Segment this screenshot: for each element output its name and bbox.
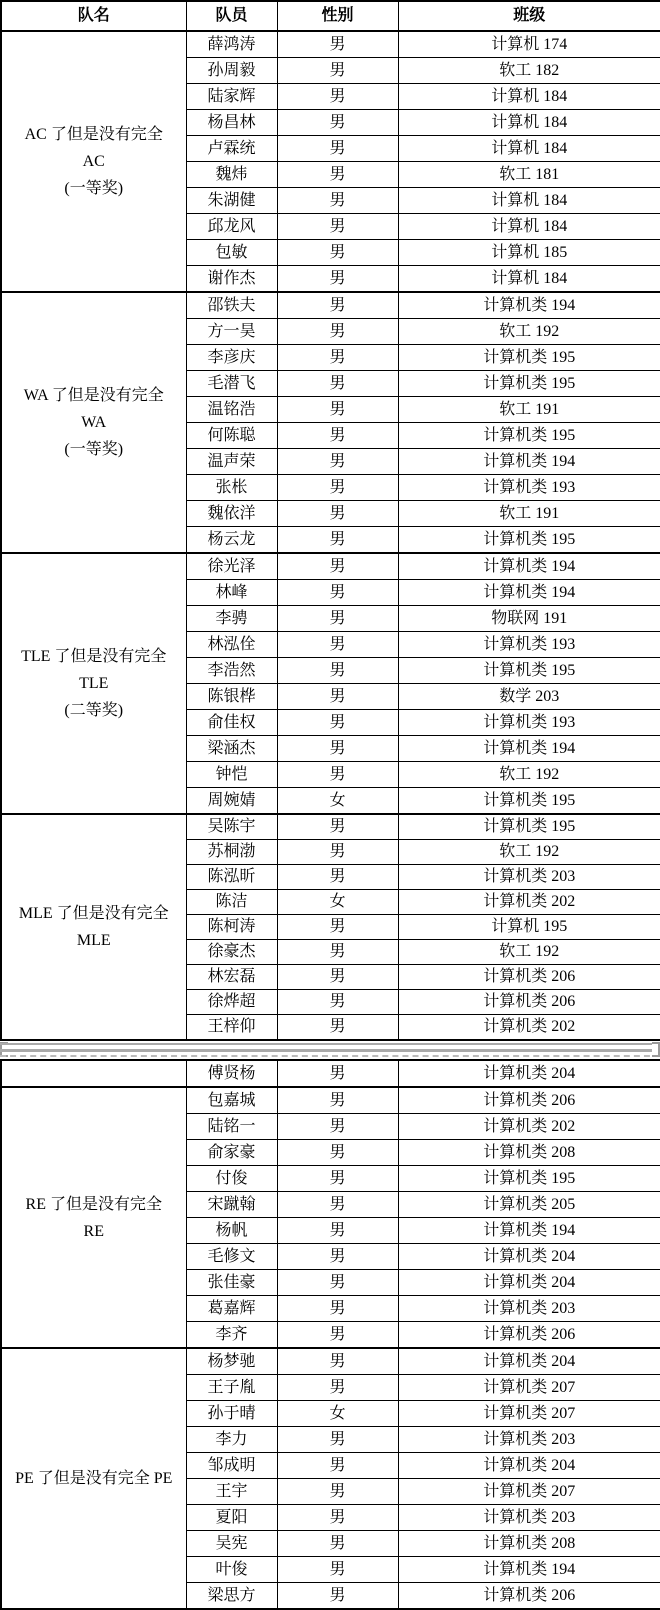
- member-name-cell: 杨梦驰: [186, 1348, 277, 1375]
- team-section: [1, 1060, 660, 1087]
- gender-cell: 男: [277, 1296, 398, 1322]
- class-cell: 物联网 191: [398, 606, 660, 632]
- gender-cell: 男: [277, 1583, 398, 1610]
- gender-cell: 男: [277, 1375, 398, 1401]
- class-cell: 软工 192: [398, 840, 660, 865]
- member-name-cell: 叶俊: [186, 1557, 277, 1583]
- member-name-cell: 傅贤杨: [186, 1060, 277, 1087]
- member-name-cell: 张佳豪: [186, 1270, 277, 1296]
- class-cell: 计算机类 195: [398, 423, 660, 449]
- team-name-line: WA: [81, 414, 107, 431]
- class-cell: 计算机 174: [398, 31, 660, 58]
- member-name-cell: 陈银桦: [186, 684, 277, 710]
- class-cell: 计算机类 194: [398, 1218, 660, 1244]
- gender-cell: 男: [277, 1479, 398, 1505]
- class-cell: 数学 203: [398, 684, 660, 710]
- gender-cell: 男: [277, 1505, 398, 1531]
- gender-cell: 男: [277, 449, 398, 475]
- class-cell: 计算机类 206: [398, 990, 660, 1015]
- team-name-cell: [1, 1060, 186, 1087]
- team-name-line: RE: [83, 1222, 104, 1240]
- member-name-cell: 方一昊: [186, 319, 277, 345]
- class-cell: 计算机 184: [398, 84, 660, 110]
- class-cell: 软工 181: [398, 162, 660, 188]
- member-name-cell: 毛潜飞: [186, 371, 277, 397]
- team-section: [1, 292, 660, 553]
- member-name-cell: 包敏: [186, 240, 277, 266]
- class-cell: 计算机类 204: [398, 1244, 660, 1270]
- class-cell: 计算机类 203: [398, 865, 660, 890]
- class-cell: 计算机 185: [398, 240, 660, 266]
- gender-cell: 男: [277, 1427, 398, 1453]
- class-cell: 计算机类 206: [398, 965, 660, 990]
- member-name-cell: 邱龙风: [186, 214, 277, 240]
- class-cell: 计算机类 204: [398, 1453, 660, 1479]
- member-name-cell: 陈泓昕: [186, 865, 277, 890]
- team-section: [1, 553, 660, 814]
- member-name-cell: 邵铁夫: [186, 292, 277, 319]
- class-cell: 计算机类 207: [398, 1401, 660, 1427]
- gender-cell: 男: [277, 475, 398, 501]
- gender-cell: 男: [277, 1531, 398, 1557]
- gender-cell: 男: [277, 1218, 398, 1244]
- class-cell: 计算机类 194: [398, 1557, 660, 1583]
- gender-cell: 女: [277, 890, 398, 915]
- member-name-cell: 李齐: [186, 1322, 277, 1349]
- gender-cell: 男: [277, 632, 398, 658]
- member-name-cell: 徐烨超: [186, 990, 277, 1015]
- gender-cell: 男: [277, 814, 398, 840]
- team-name-line: MLE: [76, 932, 111, 949]
- gender-cell: 男: [277, 1192, 398, 1218]
- member-name-cell: 周婉婧: [186, 788, 277, 815]
- class-cell: 计算机类 195: [398, 345, 660, 371]
- member-name-cell: 杨昌林: [186, 110, 277, 136]
- table-row: [1, 292, 660, 319]
- member-name-cell: 李骋: [186, 606, 277, 632]
- member-name-cell: 付俊: [186, 1166, 277, 1192]
- gender-cell: 男: [277, 214, 398, 240]
- member-name-cell: 孙于晴: [186, 1401, 277, 1427]
- team-name-line: (二等奖): [64, 702, 124, 719]
- member-name-cell: 宋蹴翰: [186, 1192, 277, 1218]
- class-cell: 计算机类 207: [398, 1375, 660, 1401]
- class-cell: 计算机类 204: [398, 1348, 660, 1375]
- header-cell-class: 班级: [398, 1, 660, 31]
- class-cell: 计算机类 195: [398, 788, 660, 815]
- class-cell: 计算机 184: [398, 188, 660, 214]
- team-section: [1, 1087, 660, 1348]
- gender-cell: 男: [277, 319, 398, 345]
- member-name-cell: 林泓佺: [186, 632, 277, 658]
- member-name-cell: 何陈聪: [186, 423, 277, 449]
- member-name-cell: 苏桐渤: [186, 840, 277, 865]
- gender-cell: 男: [277, 762, 398, 788]
- member-name-cell: 钟恺: [186, 762, 277, 788]
- gender-cell: 男: [277, 1015, 398, 1041]
- team-name-line: TLE: [79, 675, 109, 692]
- member-name-cell: 杨云龙: [186, 527, 277, 554]
- table-row: [1, 1348, 660, 1375]
- class-cell: 计算机类 195: [398, 814, 660, 840]
- gender-cell: 男: [277, 188, 398, 214]
- team-name-line: TLE 了但是没有完全: [21, 648, 167, 665]
- gender-cell: 男: [277, 84, 398, 110]
- gender-cell: 男: [277, 136, 398, 162]
- member-name-cell: 薛鸿涛: [186, 31, 277, 58]
- gender-cell: 女: [277, 1401, 398, 1427]
- class-cell: 计算机类 195: [398, 371, 660, 397]
- gender-cell: 男: [277, 965, 398, 990]
- class-cell: 计算机类 202: [398, 1015, 660, 1041]
- page-break-dashed-line: [0, 1055, 660, 1057]
- gender-cell: 男: [277, 162, 398, 188]
- class-cell: 计算机类 195: [398, 658, 660, 684]
- page-break-solid-line: [0, 1043, 660, 1045]
- class-cell: 计算机类 202: [398, 1114, 660, 1140]
- page-break-marker: [0, 1041, 660, 1059]
- class-cell: 计算机类 203: [398, 1427, 660, 1453]
- table-row: [1, 31, 660, 58]
- class-cell: 计算机类 193: [398, 710, 660, 736]
- member-name-cell: 谢作杰: [186, 266, 277, 293]
- table-row: [1, 553, 660, 580]
- team-name-line: AC: [82, 153, 105, 170]
- gender-cell: 男: [277, 1322, 398, 1349]
- class-cell: 软工 192: [398, 940, 660, 965]
- team-name-cell: [1, 292, 186, 553]
- member-name-cell: 陈洁: [186, 890, 277, 915]
- class-cell: 计算机类 195: [398, 1166, 660, 1192]
- class-cell: 计算机类 194: [398, 736, 660, 762]
- member-name-cell: 夏阳: [186, 1505, 277, 1531]
- gender-cell: 男: [277, 1166, 398, 1192]
- class-cell: 计算机类 204: [398, 1270, 660, 1296]
- page-break-right-handle-icon: [652, 1042, 660, 1057]
- header-cell-gender: 性别: [277, 1, 398, 31]
- member-name-cell: 王梓仰: [186, 1015, 277, 1041]
- member-name-cell: 徐豪杰: [186, 940, 277, 965]
- class-cell: 软工 191: [398, 501, 660, 527]
- table-row: [1, 1060, 660, 1087]
- class-cell: 计算机类 194: [398, 580, 660, 606]
- gender-cell: 男: [277, 990, 398, 1015]
- class-cell: 软工 182: [398, 58, 660, 84]
- team-name-cell: [1, 31, 186, 292]
- class-cell: 计算机类 208: [398, 1140, 660, 1166]
- member-name-cell: 梁涵杰: [186, 736, 277, 762]
- gender-cell: 男: [277, 1140, 398, 1166]
- class-cell: 软工 192: [398, 762, 660, 788]
- class-cell: 计算机 184: [398, 110, 660, 136]
- gender-cell: 男: [277, 606, 398, 632]
- team-section: [1, 814, 660, 1040]
- team-name-line: RE 了但是没有完全: [25, 1195, 162, 1213]
- team-section: [1, 31, 660, 292]
- table-row: [1, 814, 660, 840]
- team-name-line: AC 了但是没有完全: [24, 126, 163, 143]
- gender-cell: 男: [277, 684, 398, 710]
- member-name-cell: 王宇: [186, 1479, 277, 1505]
- gender-cell: 男: [277, 1114, 398, 1140]
- gender-cell: 男: [277, 865, 398, 890]
- member-name-cell: 魏依洋: [186, 501, 277, 527]
- gender-cell: 男: [277, 371, 398, 397]
- class-cell: 计算机 184: [398, 214, 660, 240]
- team-name-cell: [1, 814, 186, 1040]
- gender-cell: 男: [277, 915, 398, 940]
- class-cell: 计算机类 194: [398, 553, 660, 580]
- class-cell: 计算机类 208: [398, 1531, 660, 1557]
- member-name-cell: 葛嘉辉: [186, 1296, 277, 1322]
- gender-cell: 男: [277, 1270, 398, 1296]
- gender-cell: 男: [277, 658, 398, 684]
- member-name-cell: 陆铭一: [186, 1114, 277, 1140]
- class-cell: 计算机 184: [398, 136, 660, 162]
- team-name-cell: [1, 1348, 186, 1609]
- member-name-cell: 杨帆: [186, 1218, 277, 1244]
- class-cell: 计算机类 203: [398, 1296, 660, 1322]
- gender-cell: 男: [277, 1060, 398, 1087]
- member-name-cell: 毛修文: [186, 1244, 277, 1270]
- gender-cell: 男: [277, 345, 398, 371]
- gender-cell: 男: [277, 1244, 398, 1270]
- member-name-cell: 魏炜: [186, 162, 277, 188]
- team-name-line: PE 了但是没有完全 PE: [15, 1470, 173, 1487]
- gender-cell: 男: [277, 840, 398, 865]
- gender-cell: 男: [277, 1557, 398, 1583]
- member-name-cell: 温声荣: [186, 449, 277, 475]
- member-name-cell: 包嘉城: [186, 1087, 277, 1114]
- gender-cell: 男: [277, 553, 398, 580]
- member-name-cell: 李彦庆: [186, 345, 277, 371]
- gender-cell: 男: [277, 110, 398, 136]
- member-name-cell: 吴宪: [186, 1531, 277, 1557]
- class-cell: 计算机类 205: [398, 1192, 660, 1218]
- team-name-line: (一等奖): [64, 441, 124, 458]
- gender-cell: 男: [277, 292, 398, 319]
- class-cell: 计算机类 207: [398, 1479, 660, 1505]
- class-cell: 计算机类 204: [398, 1060, 660, 1087]
- gender-cell: 男: [277, 580, 398, 606]
- gender-cell: 男: [277, 240, 398, 266]
- header-cell-member: 队员: [186, 1, 277, 31]
- gender-cell: 男: [277, 397, 398, 423]
- header-cell-team-name: 队名: [1, 1, 186, 31]
- team-name-line: MLE 了但是没有完全: [18, 905, 169, 922]
- gender-cell: 男: [277, 266, 398, 293]
- member-name-cell: 林宏磊: [186, 965, 277, 990]
- member-name-cell: 孙周毅: [186, 58, 277, 84]
- class-cell: 计算机类 202: [398, 890, 660, 915]
- gender-cell: 男: [277, 940, 398, 965]
- class-cell: 计算机类 206: [398, 1322, 660, 1349]
- gender-cell: 男: [277, 1348, 398, 1375]
- member-name-cell: 林峰: [186, 580, 277, 606]
- member-name-cell: 俞佳权: [186, 710, 277, 736]
- team-name-line: WA 了但是没有完全: [23, 387, 164, 404]
- class-cell: 计算机类 193: [398, 632, 660, 658]
- class-cell: 软工 191: [398, 397, 660, 423]
- gender-cell: 男: [277, 736, 398, 762]
- gender-cell: 男: [277, 501, 398, 527]
- member-name-cell: 徐光泽: [186, 553, 277, 580]
- table-row: [1, 1087, 660, 1114]
- member-name-cell: 朱湖健: [186, 188, 277, 214]
- class-cell: 计算机 184: [398, 266, 660, 293]
- class-cell: 计算机类 193: [398, 475, 660, 501]
- member-name-cell: 李力: [186, 1427, 277, 1453]
- member-name-cell: 俞家豪: [186, 1140, 277, 1166]
- member-name-cell: 张枨: [186, 475, 277, 501]
- class-cell: 计算机类 203: [398, 1505, 660, 1531]
- member-name-cell: 陆家辉: [186, 84, 277, 110]
- member-name-cell: 陈柯涛: [186, 915, 277, 940]
- team-roster-table-page-2: [0, 1059, 660, 1610]
- gender-cell: 女: [277, 788, 398, 815]
- page-break-thick-line: [0, 1049, 660, 1052]
- member-name-cell: 吴陈宇: [186, 814, 277, 840]
- class-cell: 计算机 195: [398, 915, 660, 940]
- gender-cell: 男: [277, 423, 398, 449]
- gender-cell: 男: [277, 1453, 398, 1479]
- class-cell: 计算机类 206: [398, 1087, 660, 1114]
- gender-cell: 男: [277, 31, 398, 58]
- member-name-cell: 李浩然: [186, 658, 277, 684]
- class-cell: 软工 192: [398, 319, 660, 345]
- member-name-cell: 温铭浩: [186, 397, 277, 423]
- gender-cell: 男: [277, 527, 398, 554]
- gender-cell: 男: [277, 58, 398, 84]
- team-name-cell: [1, 1087, 186, 1348]
- team-name-line: (一等奖): [64, 180, 124, 197]
- gender-cell: 男: [277, 710, 398, 736]
- member-name-cell: 王子胤: [186, 1375, 277, 1401]
- member-name-cell: 卢霖统: [186, 136, 277, 162]
- class-cell: 计算机类 206: [398, 1583, 660, 1610]
- gender-cell: 男: [277, 1087, 398, 1114]
- class-cell: 计算机类 195: [398, 527, 660, 554]
- table-header-row: [1, 1, 660, 31]
- class-cell: 计算机类 194: [398, 292, 660, 319]
- team-name-cell: [1, 553, 186, 814]
- class-cell: 计算机类 194: [398, 449, 660, 475]
- member-name-cell: 梁思方: [186, 1583, 277, 1610]
- team-section: [1, 1348, 660, 1609]
- member-name-cell: 邹成明: [186, 1453, 277, 1479]
